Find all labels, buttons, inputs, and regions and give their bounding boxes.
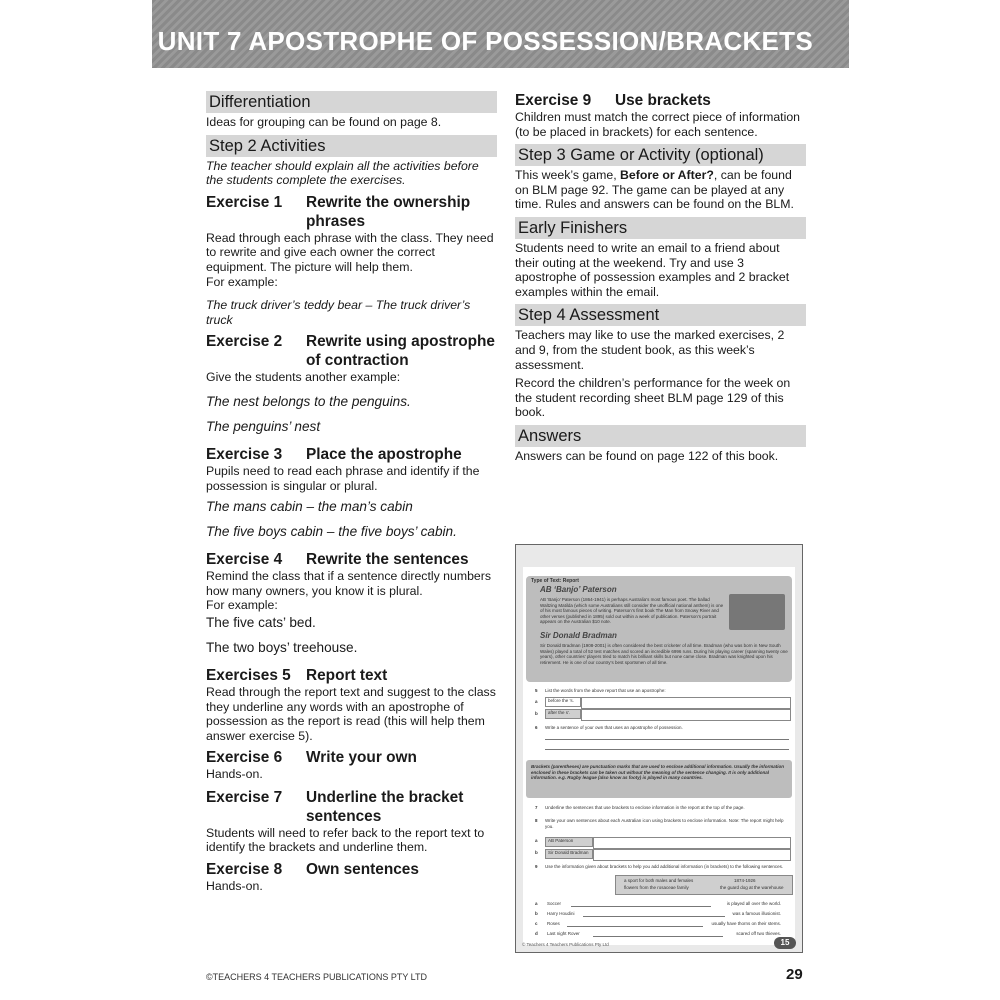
sentence-end: usually have thorns on their stems. <box>711 921 781 926</box>
step3-text-pre: This week’s game, <box>515 168 621 183</box>
answer-5a-cell: before the ’s. <box>545 697 581 707</box>
item-letter: d <box>535 931 538 936</box>
report-heading-2: Sir Donald Bradman <box>540 631 617 640</box>
step2-heading: Step 2 Activities <box>206 135 497 157</box>
text-type-tag: Type of Text: Report <box>531 578 579 584</box>
exercise-3-example-1: The mans cabin – the man’s cabin <box>206 499 413 515</box>
report-heading-1: AB ‘Banjo’ Paterson <box>540 585 617 594</box>
sentence-start: Soccer <box>547 901 562 906</box>
question-number: 7 <box>535 805 538 810</box>
example-label: For example: <box>206 598 278 613</box>
write-line <box>567 926 703 927</box>
exercise-number: Exercises 5 <box>206 666 291 684</box>
sentence-start: Harry Houdini <box>547 911 575 916</box>
answer-5a-box <box>581 697 791 709</box>
exercise-title: Rewrite the sentences <box>306 551 469 569</box>
exercise-title: Rewrite the ownership phrases <box>306 193 471 230</box>
question-text: Use the information given about brackets to help you add additional information (in brackets) to the following sentences. <box>545 864 784 869</box>
exercise-3-text: Pupils need to read each phrase and identify if the possession is singular or plural. <box>206 463 480 493</box>
game-name: Before or After? <box>620 168 714 183</box>
exercise-5-text: Read through the report text and suggest to the class they underline any words with an apostrophe of possession as the report is read (this will help them answer exercise 5). <box>206 684 496 743</box>
exercise-3-example-2: The five boys cabin – the five boys’ cabin. <box>206 524 457 540</box>
exercise-2-text: Give the students another example: <box>206 370 401 385</box>
exercise-9-text: Children must match the correct piece of information (to be placed in brackets) for each sentence. <box>515 110 801 139</box>
exercise-4-heading <box>206 550 497 569</box>
write-line <box>571 906 711 907</box>
step2-intro: The teacher should explain all the activities before the students complete the exercises. <box>206 158 479 188</box>
question-text: List the words from the above report that use an apostrophe: <box>545 688 666 693</box>
question-6 <box>535 725 791 731</box>
early-finishers-text: Students need to write an email to a friend about their outing at the weekend. Try and use 3 apostrophe of possession examples and 2 bracket examples within the email. <box>515 240 790 299</box>
exercise-7-text: Students will need to refer back to the report text to identify the brackets and underline them. <box>206 825 485 855</box>
sentence-start: Roses <box>547 921 560 926</box>
exercise-number: Exercise 1 <box>206 193 283 211</box>
question-8 <box>535 818 791 829</box>
exercise-number: Exercise 4 <box>206 551 283 569</box>
item-letter: c <box>535 921 538 926</box>
question-text: Write a sentence of your own that uses an apostrophe of possession. <box>545 725 683 730</box>
question-number: 6 <box>535 725 538 730</box>
brackets-info-box <box>526 760 792 798</box>
item-letter: b <box>535 911 538 916</box>
exercise-8-heading <box>206 860 497 879</box>
exercise-title: Own sentences <box>306 861 419 879</box>
title-banner <box>152 0 849 68</box>
step4-text-1: Teachers may like to use the marked exercises, 2 and 9, from the student book, as this week’s assessment. <box>515 328 785 372</box>
answers-text: Answers can be found on page 122 of this book. <box>515 448 779 463</box>
answer-5b-cell: after the s’. <box>545 709 581 719</box>
exercise-7-heading <box>206 788 497 826</box>
left-column <box>206 91 497 894</box>
answer-8b-cell: Sir Donald Bradman <box>545 849 593 859</box>
sentence-end: was a famous illusionist. <box>732 911 781 916</box>
step4-text-2: Record the children’s performance for the week on the student recording sheet BLM page 129 of this book. <box>515 376 791 420</box>
step3-text-post: , can be found on BLM page 92. The game can be played at any time. Rules and answers can be found on the BLM. <box>515 168 794 212</box>
exercise-2-example-1: The nest belongs to the penguins. <box>206 393 411 409</box>
option-1: a sport for both males and females <box>624 878 694 883</box>
exercise-number: Exercise 8 <box>206 861 283 879</box>
thumbnail-page <box>523 567 795 945</box>
thumbnail-footer: © Teachers 4 Teachers Publications Pty Ltd <box>522 942 609 948</box>
question-5 <box>535 688 791 694</box>
report-text-2: Sir Donald Bradman (1908-2001) is often considered the best cricketer of all time. Bradman (who was born in New South Wales) played a total of 52 test matches and scored an incredible 6996 runs. During his playing career (spanning twenty one years), other countries’ players tried to match his brilliant skills but none came close. Bradman was knighted upon his retirement. He is one of our country’s best sportsmen of all time. <box>540 643 788 665</box>
exercise-title: Report text <box>306 666 388 684</box>
exercise-6-heading <box>206 748 497 767</box>
question-text: Write your own sentences about each Australian icon using brackets to enclose information. Note: The report might help you. <box>545 818 784 829</box>
answer-8a-box <box>593 837 791 849</box>
right-column <box>515 91 806 464</box>
answer-8b-box <box>593 849 791 861</box>
exercise-5-heading <box>206 666 497 685</box>
step3-heading: Step 3 Game or Activity (optional) <box>515 144 806 166</box>
exercise-title: Place the apostrophe <box>306 445 462 463</box>
item-letter: a <box>535 838 538 843</box>
exercise-number: Exercise 3 <box>206 445 283 463</box>
write-line <box>545 739 789 740</box>
thumbnail-page-number: 15 <box>774 937 796 949</box>
item-letter: b <box>535 711 538 716</box>
item-letter: a <box>535 901 538 906</box>
exercise-3-heading <box>206 445 497 464</box>
option-2: 1874-1926 <box>734 878 756 883</box>
differentiation-text: Ideas for grouping can be found on page 8. <box>206 115 442 129</box>
answer-8a-cell: AB Paterson <box>545 837 593 847</box>
question-number: 9 <box>535 864 538 869</box>
differentiation-heading: Differentiation <box>206 91 497 113</box>
exercise-number: Exercise 7 <box>206 788 283 806</box>
exercise-1-example: The truck driver’s teddy bear – The truck driver’s truck <box>206 298 471 327</box>
early-finishers-heading: Early Finishers <box>515 217 806 239</box>
options-box <box>615 875 793 895</box>
portrait-image <box>729 594 785 630</box>
brackets-info-text: Brackets (parentheses) are punctuation marks that are used to enclose additional information. Usually the information enclosed in these brackets can be taken out without the meaning of the sentence changing. It is only additional information. e.g. Rugby league (also know as footy) is played in many countries. <box>531 764 785 781</box>
example-label: For example: <box>206 274 278 289</box>
question-7 <box>535 805 791 811</box>
exercise-4-example-2: The two boys’ treehouse. <box>206 639 358 655</box>
question-number: 5 <box>535 688 538 693</box>
step4-heading: Step 4 Assessment <box>515 304 806 326</box>
sentence-end: scared off two thieves. <box>736 931 781 936</box>
exercise-1-heading <box>206 193 497 231</box>
question-9 <box>535 864 791 870</box>
answers-heading: Answers <box>515 425 806 447</box>
step3-text <box>515 168 806 212</box>
footer-publisher: ©TEACHERS 4 TEACHERS PUBLICATIONS PTY LTD <box>206 972 428 982</box>
exercise-8-text: Hands-on. <box>206 879 263 894</box>
item-letter: a <box>535 699 538 704</box>
write-line <box>545 749 789 750</box>
exercise-2-example-2: The penguins’ nest <box>206 418 321 434</box>
page-title: UNIT 7 APOSTROPHE OF POSSESSION/BRACKETS <box>157 26 813 56</box>
write-line <box>593 936 723 937</box>
answer-5b-box <box>581 709 791 721</box>
exercise-number: Exercise 2 <box>206 333 283 351</box>
exercise-title: Write your own <box>306 749 417 767</box>
item-letter: b <box>535 850 538 855</box>
exercise-title: Use brackets <box>615 92 711 109</box>
sentence-end: is played all over the world. <box>726 901 781 906</box>
exercise-number: Exercise 6 <box>206 749 283 767</box>
option-4: the guard dog at the warehouse <box>720 885 784 890</box>
option-3: flowers from the rosaceae family <box>624 885 689 890</box>
exercise-4-example-1: The five cats’ bed. <box>206 614 316 630</box>
report-text-1: AB ‘Banjo’ Paterson (1864-1941) is perhaps Australia’s most famous poet. The ballad Waltzing Matilda (which some Australians still consider the unofficial national anthem) is one of his most famous pieces of writing. Paterson’s first book The Man from Snowy River and other verses (published in 1895) sold out within a week of publication. Paterson’s portrait appears on the Australian $10 note. <box>540 597 724 625</box>
exercise-4-text: Remind the class that if a sentence directly numbers how many owners, you know it is plural. <box>206 569 492 598</box>
exercise-number: Exercise 9 <box>515 92 592 109</box>
exercise-title: Underline the bracket sentences <box>306 788 464 825</box>
footer-page-number: 29 <box>786 966 803 983</box>
report-text-box <box>526 576 792 682</box>
exercise-9-heading <box>515 91 806 110</box>
question-number: 8 <box>535 818 538 823</box>
sentence-start: Last night Rover <box>547 931 580 936</box>
write-line <box>583 916 725 917</box>
exercise-title: Rewrite using apostrophe of contraction <box>306 333 495 370</box>
student-book-thumbnail <box>515 544 803 953</box>
exercise-2-heading <box>206 332 497 370</box>
exercise-1-text: Read through each phrase with the class. They need to rewrite and give each owner the correct equipment. The picture will help them. <box>206 230 494 274</box>
exercise-6-text: Hands-on. <box>206 767 263 782</box>
question-text: Underline the sentences that use brackets to enclose information in the report at the top of the page. <box>545 805 745 810</box>
